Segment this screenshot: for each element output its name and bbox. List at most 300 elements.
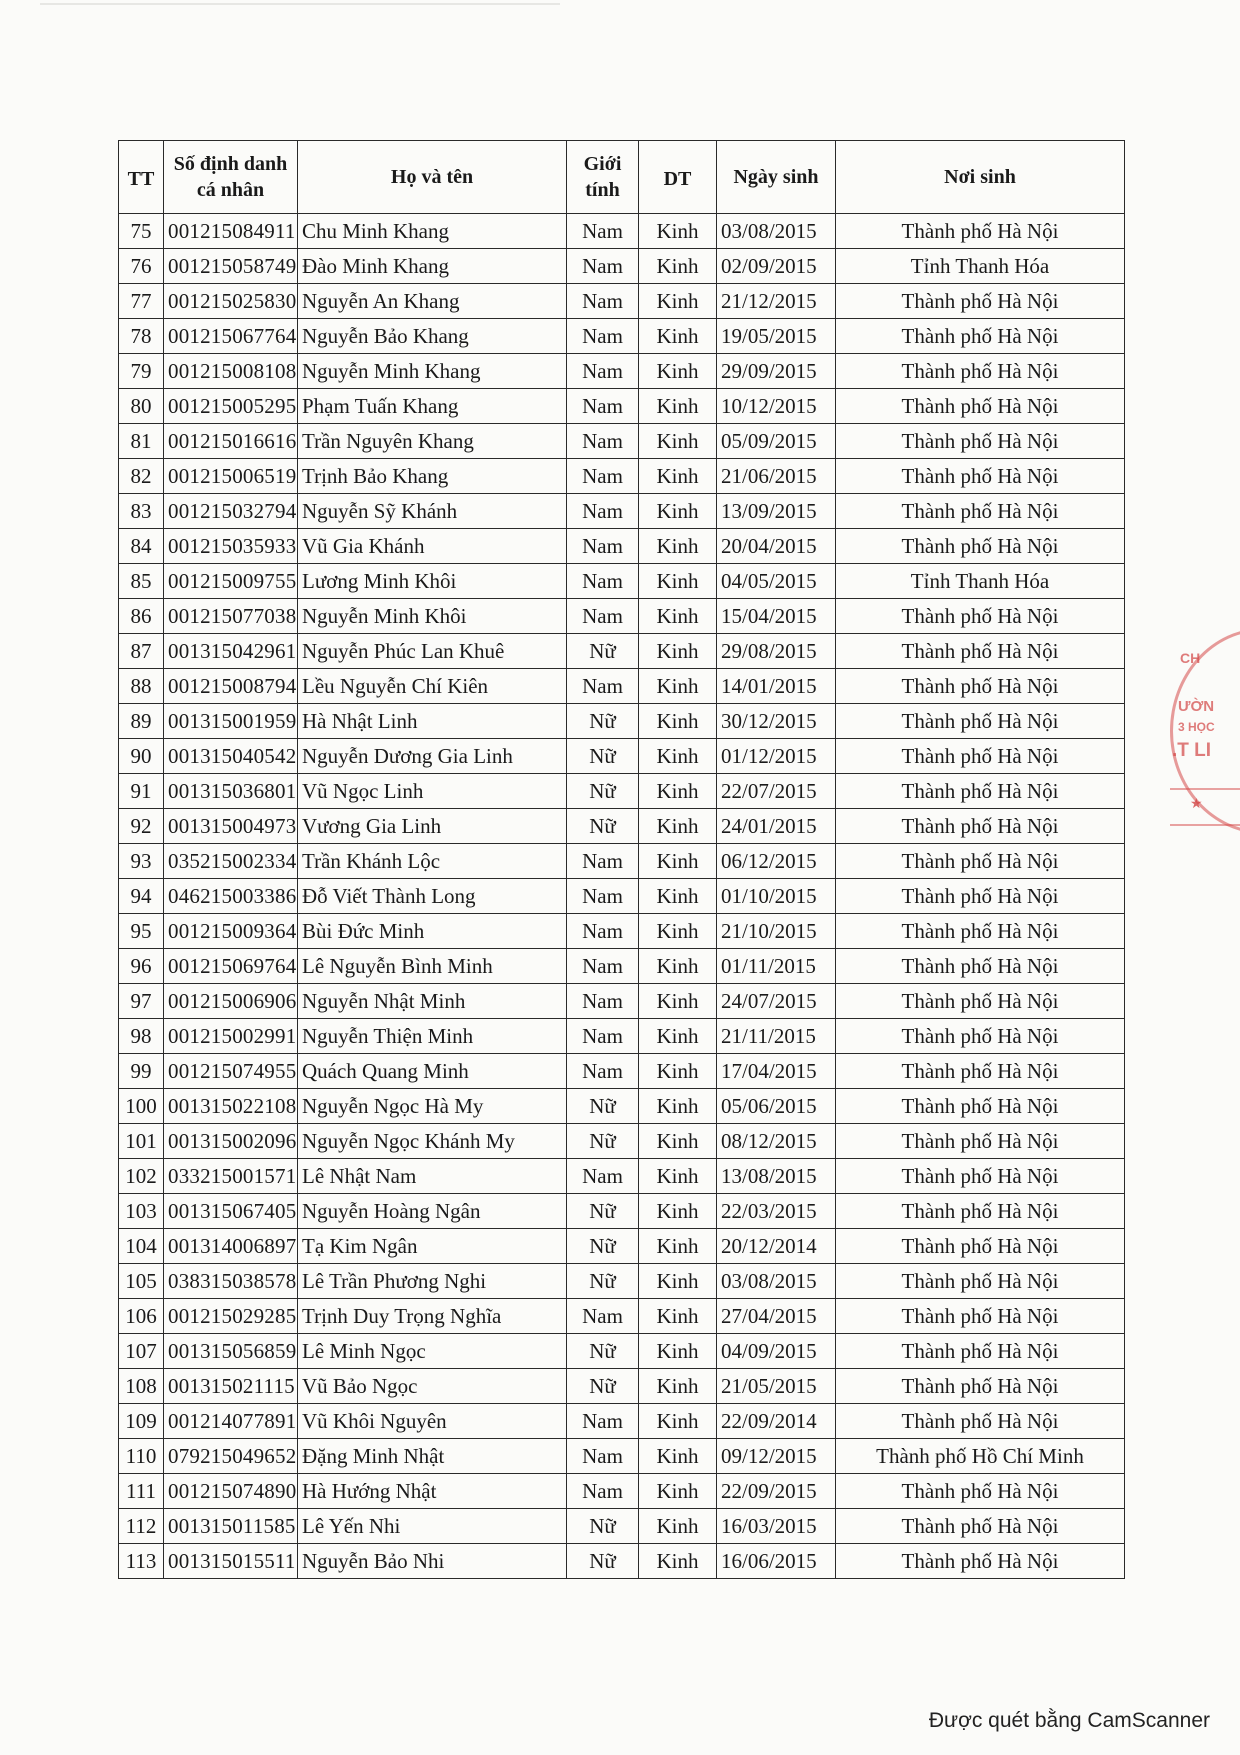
birth-date-cell: 02/09/2015	[717, 249, 836, 284]
row-number-cell: 82	[119, 459, 164, 494]
table-row	[119, 529, 1125, 564]
table-row	[119, 844, 1125, 879]
birth-date-cell: 13/09/2015	[717, 494, 836, 529]
row-number-cell: 77	[119, 284, 164, 319]
full-name-cell: Nguyễn Phúc Lan Khuê	[298, 634, 567, 669]
birth-place-cell: Thành phố Hà Nội	[836, 1054, 1125, 1089]
table-row	[119, 704, 1125, 739]
gender-cell: Nữ	[567, 1229, 639, 1264]
full-name-cell: Nguyễn Bảo Khang	[298, 319, 567, 354]
full-name-cell: Trịnh Bảo Khang	[298, 459, 567, 494]
personal-id-cell: 001215032794	[164, 494, 298, 529]
full-name-cell: Nguyễn Bảo Nhi	[298, 1544, 567, 1579]
birth-place-cell: Thành phố Hà Nội	[836, 1229, 1125, 1264]
full-name-cell: Vũ Bảo Ngọc	[298, 1369, 567, 1404]
personal-id-cell: 001215009755	[164, 564, 298, 599]
row-number-cell: 75	[119, 214, 164, 249]
birth-date-cell: 14/01/2015	[717, 669, 836, 704]
full-name-cell: Phạm Tuấn Khang	[298, 389, 567, 424]
birth-place-cell: Thành phố Hà Nội	[836, 914, 1125, 949]
ethnicity-cell: Kinh	[639, 1404, 717, 1439]
birth-date-cell: 04/09/2015	[717, 1334, 836, 1369]
gender-cell: Nam	[567, 1299, 639, 1334]
table-row	[119, 914, 1125, 949]
birth-place-cell: Tỉnh Thanh Hóa	[836, 249, 1125, 284]
birth-date-cell: 21/05/2015	[717, 1369, 836, 1404]
table-row	[119, 214, 1125, 249]
birth-date-cell: 27/04/2015	[717, 1299, 836, 1334]
full-name-cell: Quách Quang Minh	[298, 1054, 567, 1089]
header-birthdate: Ngày sinh	[717, 141, 836, 214]
birth-date-cell: 09/12/2015	[717, 1439, 836, 1474]
gender-cell: Nam	[567, 914, 639, 949]
table-row	[119, 1299, 1125, 1334]
ethnicity-cell: Kinh	[639, 1509, 717, 1544]
table-row	[119, 1054, 1125, 1089]
full-name-cell: Trần Nguyên Khang	[298, 424, 567, 459]
full-name-cell: Nguyễn Nhật Minh	[298, 984, 567, 1019]
table-header-row	[119, 141, 1125, 214]
full-name-cell: Lê Trần Phương Nghi	[298, 1264, 567, 1299]
row-number-cell: 89	[119, 704, 164, 739]
birth-place-cell: Thành phố Hà Nội	[836, 1159, 1125, 1194]
top-edge-rule	[40, 3, 560, 5]
row-number-cell: 112	[119, 1509, 164, 1544]
full-name-cell: Đặng Minh Nhật	[298, 1439, 567, 1474]
gender-cell: Nam	[567, 1404, 639, 1439]
row-number-cell: 87	[119, 634, 164, 669]
gender-cell: Nam	[567, 599, 639, 634]
gender-cell: Nữ	[567, 809, 639, 844]
ethnicity-cell: Kinh	[639, 1299, 717, 1334]
row-number-cell: 105	[119, 1264, 164, 1299]
seal-text-1: CH	[1180, 650, 1201, 666]
table-row	[119, 599, 1125, 634]
row-number-cell: 104	[119, 1229, 164, 1264]
birth-place-cell: Thành phố Hà Nội	[836, 634, 1125, 669]
ethnicity-cell: Kinh	[639, 494, 717, 529]
ethnicity-cell: Kinh	[639, 774, 717, 809]
personal-id-cell: 001215016616	[164, 424, 298, 459]
personal-id-cell: 001315002096	[164, 1124, 298, 1159]
ethnicity-cell: Kinh	[639, 599, 717, 634]
ethnicity-cell: Kinh	[639, 424, 717, 459]
full-name-cell: Nguyễn Ngọc Khánh My	[298, 1124, 567, 1159]
full-name-cell: Vương Gia Linh	[298, 809, 567, 844]
ethnicity-cell: Kinh	[639, 1264, 717, 1299]
birth-date-cell: 16/06/2015	[717, 1544, 836, 1579]
table-row	[119, 1334, 1125, 1369]
table-row	[119, 284, 1125, 319]
birth-place-cell: Thành phố Hà Nội	[836, 1404, 1125, 1439]
seal-text-2: ƯỜN	[1178, 698, 1215, 715]
full-name-cell: Nguyễn Sỹ Khánh	[298, 494, 567, 529]
row-number-cell: 80	[119, 389, 164, 424]
header-id: Số định danh cá nhân	[164, 141, 298, 214]
personal-id-cell: 001215025830	[164, 284, 298, 319]
full-name-cell: Trịnh Duy Trọng Nghĩa	[298, 1299, 567, 1334]
personal-id-cell: 001314006897	[164, 1229, 298, 1264]
birth-place-cell: Thành phố Hà Nội	[836, 389, 1125, 424]
birth-date-cell: 29/08/2015	[717, 634, 836, 669]
personal-id-cell: 046215003386	[164, 879, 298, 914]
birth-date-cell: 20/04/2015	[717, 529, 836, 564]
full-name-cell: Hà Hướng Nhật	[298, 1474, 567, 1509]
full-name-cell: Đào Minh Khang	[298, 249, 567, 284]
row-number-cell: 98	[119, 1019, 164, 1054]
birth-date-cell: 19/05/2015	[717, 319, 836, 354]
personal-id-cell: 001215067764	[164, 319, 298, 354]
ethnicity-cell: Kinh	[639, 949, 717, 984]
row-number-cell: 79	[119, 354, 164, 389]
ethnicity-cell: Kinh	[639, 1019, 717, 1054]
full-name-cell: Lê Yến Nhi	[298, 1509, 567, 1544]
ethnicity-cell: Kinh	[639, 459, 717, 494]
gender-cell: Nữ	[567, 1264, 639, 1299]
birth-place-cell: Thành phố Hà Nội	[836, 704, 1125, 739]
full-name-cell: Lê Nguyễn Bình Minh	[298, 949, 567, 984]
full-name-cell: Vũ Khôi Nguyên	[298, 1404, 567, 1439]
row-number-cell: 90	[119, 739, 164, 774]
personal-id-cell: 001215008794	[164, 669, 298, 704]
personal-id-cell: 001215009364	[164, 914, 298, 949]
birth-place-cell: Thành phố Hà Nội	[836, 529, 1125, 564]
personal-id-cell: 033215001571	[164, 1159, 298, 1194]
table-row	[119, 494, 1125, 529]
personal-id-cell: 001215077038	[164, 599, 298, 634]
personal-id-cell: 001215002991	[164, 1019, 298, 1054]
ethnicity-cell: Kinh	[639, 1159, 717, 1194]
birth-place-cell: Thành phố Hà Nội	[836, 1124, 1125, 1159]
birth-place-cell: Thành phố Hà Nội	[836, 1334, 1125, 1369]
row-number-cell: 94	[119, 879, 164, 914]
row-number-cell: 85	[119, 564, 164, 599]
personal-id-cell: 001215006519	[164, 459, 298, 494]
gender-cell: Nữ	[567, 634, 639, 669]
gender-cell: Nữ	[567, 739, 639, 774]
birth-date-cell: 04/05/2015	[717, 564, 836, 599]
birth-date-cell: 20/12/2014	[717, 1229, 836, 1264]
birth-date-cell: 22/07/2015	[717, 774, 836, 809]
full-name-cell: Lê Nhật Nam	[298, 1159, 567, 1194]
full-name-cell: Vũ Ngọc Linh	[298, 774, 567, 809]
birth-date-cell: 29/09/2015	[717, 354, 836, 389]
birth-place-cell: Thành phố Hà Nội	[836, 1194, 1125, 1229]
birth-date-cell: 24/01/2015	[717, 809, 836, 844]
ethnicity-cell: Kinh	[639, 914, 717, 949]
gender-cell: Nam	[567, 1474, 639, 1509]
birth-place-cell: Thành phố Hà Nội	[836, 1544, 1125, 1579]
personal-id-cell: 001315067405	[164, 1194, 298, 1229]
table-row	[119, 319, 1125, 354]
ethnicity-cell: Kinh	[639, 1229, 717, 1264]
birth-date-cell: 05/06/2015	[717, 1089, 836, 1124]
row-number-cell: 109	[119, 1404, 164, 1439]
personal-id-cell: 001315056859	[164, 1334, 298, 1369]
gender-cell: Nữ	[567, 774, 639, 809]
birth-date-cell: 22/09/2014	[717, 1404, 836, 1439]
personal-id-cell: 001315001959	[164, 704, 298, 739]
personal-id-cell: 001215074890	[164, 1474, 298, 1509]
row-number-cell: 88	[119, 669, 164, 704]
personal-id-cell: 001315040542	[164, 739, 298, 774]
gender-cell: Nữ	[567, 704, 639, 739]
gender-cell: Nam	[567, 1159, 639, 1194]
birth-date-cell: 15/04/2015	[717, 599, 836, 634]
ethnicity-cell: Kinh	[639, 1194, 717, 1229]
full-name-cell: Lương Minh Khôi	[298, 564, 567, 599]
row-number-cell: 110	[119, 1439, 164, 1474]
gender-cell: Nam	[567, 1019, 639, 1054]
birth-place-cell: Thành phố Hà Nội	[836, 1019, 1125, 1054]
seal-text-3: 3 HỌC	[1178, 720, 1215, 734]
gender-cell: Nam	[567, 1439, 639, 1474]
row-number-cell: 108	[119, 1369, 164, 1404]
full-name-cell: Nguyễn Ngọc Hà My	[298, 1089, 567, 1124]
table-row	[119, 1404, 1125, 1439]
birth-place-cell: Thành phố Hà Nội	[836, 284, 1125, 319]
gender-cell: Nam	[567, 459, 639, 494]
birth-place-cell: Thành phố Hà Nội	[836, 984, 1125, 1019]
header-ethnicity: DT	[639, 141, 717, 214]
gender-cell: Nam	[567, 949, 639, 984]
birth-place-cell: Thành phố Hà Nội	[836, 1089, 1125, 1124]
birth-place-cell: Thành phố Hà Nội	[836, 1299, 1125, 1334]
birth-place-cell: Thành phố Hà Nội	[836, 459, 1125, 494]
row-number-cell: 81	[119, 424, 164, 459]
row-number-cell: 101	[119, 1124, 164, 1159]
table-row	[119, 634, 1125, 669]
birth-place-cell: Thành phố Hồ Chí Minh	[836, 1439, 1125, 1474]
birth-date-cell: 10/12/2015	[717, 389, 836, 424]
gender-cell: Nam	[567, 564, 639, 599]
gender-cell: Nữ	[567, 1509, 639, 1544]
full-name-cell: Nguyễn Hoàng Ngân	[298, 1194, 567, 1229]
gender-cell: Nữ	[567, 1124, 639, 1159]
personal-id-cell: 001215006906	[164, 984, 298, 1019]
gender-cell: Nữ	[567, 1194, 639, 1229]
ethnicity-cell: Kinh	[639, 1474, 717, 1509]
birth-date-cell: 24/07/2015	[717, 984, 836, 1019]
ethnicity-cell: Kinh	[639, 214, 717, 249]
header-gender: Giới tính	[567, 141, 639, 214]
ethnicity-cell: Kinh	[639, 1369, 717, 1404]
ethnicity-cell: Kinh	[639, 249, 717, 284]
birth-place-cell: Thành phố Hà Nội	[836, 1509, 1125, 1544]
gender-cell: Nam	[567, 879, 639, 914]
birth-place-cell: Thành phố Hà Nội	[836, 774, 1125, 809]
personal-id-cell: 001315011585	[164, 1509, 298, 1544]
table-row	[119, 249, 1125, 284]
table-row	[119, 1264, 1125, 1299]
birth-date-cell: 16/03/2015	[717, 1509, 836, 1544]
table-row	[119, 1369, 1125, 1404]
table-row	[119, 564, 1125, 599]
ethnicity-cell: Kinh	[639, 1054, 717, 1089]
red-stamp-seal	[1160, 628, 1240, 838]
personal-id-cell: 001215008108	[164, 354, 298, 389]
row-number-cell: 93	[119, 844, 164, 879]
birth-date-cell: 06/12/2015	[717, 844, 836, 879]
gender-cell: Nữ	[567, 1544, 639, 1579]
birth-date-cell: 03/08/2015	[717, 214, 836, 249]
birth-place-cell: Thành phố Hà Nội	[836, 214, 1125, 249]
row-number-cell: 91	[119, 774, 164, 809]
table-row	[119, 1509, 1125, 1544]
table-row	[119, 1544, 1125, 1579]
row-number-cell: 102	[119, 1159, 164, 1194]
row-number-cell: 100	[119, 1089, 164, 1124]
table-row	[119, 949, 1125, 984]
gender-cell: Nam	[567, 984, 639, 1019]
birth-date-cell: 21/06/2015	[717, 459, 836, 494]
birth-place-cell: Thành phố Hà Nội	[836, 494, 1125, 529]
ethnicity-cell: Kinh	[639, 284, 717, 319]
star-icon: ★	[1190, 797, 1203, 812]
camscanner-watermark: Được quét bằng CamScanner	[928, 1709, 1210, 1732]
ethnicity-cell: Kinh	[639, 1334, 717, 1369]
birth-date-cell: 30/12/2015	[717, 704, 836, 739]
ethnicity-cell: Kinh	[639, 739, 717, 774]
birth-place-cell: Thành phố Hà Nội	[836, 809, 1125, 844]
full-name-cell: Nguyễn Minh Khôi	[298, 599, 567, 634]
table-row	[119, 1194, 1125, 1229]
full-name-cell: Trần Khánh Lộc	[298, 844, 567, 879]
table-row	[119, 1019, 1125, 1054]
birth-date-cell: 08/12/2015	[717, 1124, 836, 1159]
personal-id-cell: 038315038578	[164, 1264, 298, 1299]
personal-id-cell: 001315015511	[164, 1544, 298, 1579]
full-name-cell: Vũ Gia Khánh	[298, 529, 567, 564]
personal-id-cell: 001215069764	[164, 949, 298, 984]
full-name-cell: Nguyễn Dương Gia Linh	[298, 739, 567, 774]
row-number-cell: 78	[119, 319, 164, 354]
table-row	[119, 1439, 1125, 1474]
full-name-cell: Nguyễn An Khang	[298, 284, 567, 319]
personal-id-cell: 001315022108	[164, 1089, 298, 1124]
birth-place-cell: Thành phố Hà Nội	[836, 1264, 1125, 1299]
ethnicity-cell: Kinh	[639, 354, 717, 389]
gender-cell: Nam	[567, 669, 639, 704]
header-name: Họ và tên	[298, 141, 567, 214]
seal-text-4: .T LI	[1172, 740, 1212, 761]
birth-date-cell: 01/11/2015	[717, 949, 836, 984]
gender-cell: Nam	[567, 1054, 639, 1089]
row-number-cell: 97	[119, 984, 164, 1019]
row-number-cell: 107	[119, 1334, 164, 1369]
table-row	[119, 1124, 1125, 1159]
birth-date-cell: 22/03/2015	[717, 1194, 836, 1229]
table-row	[119, 669, 1125, 704]
header-birthplace: Nơi sinh	[836, 141, 1125, 214]
ethnicity-cell: Kinh	[639, 879, 717, 914]
ethnicity-cell: Kinh	[639, 1544, 717, 1579]
ethnicity-cell: Kinh	[639, 564, 717, 599]
table-row	[119, 879, 1125, 914]
full-name-cell: Đỗ Viết Thành Long	[298, 879, 567, 914]
table-row	[119, 1159, 1125, 1194]
table-row	[119, 1089, 1125, 1124]
birth-place-cell: Thành phố Hà Nội	[836, 669, 1125, 704]
ethnicity-cell: Kinh	[639, 529, 717, 564]
full-name-cell: Bùi Đức Minh	[298, 914, 567, 949]
table-row	[119, 809, 1125, 844]
row-number-cell: 84	[119, 529, 164, 564]
birth-date-cell: 21/11/2015	[717, 1019, 836, 1054]
ethnicity-cell: Kinh	[639, 1439, 717, 1474]
ethnicity-cell: Kinh	[639, 389, 717, 424]
birth-place-cell: Thành phố Hà Nội	[836, 949, 1125, 984]
birth-date-cell: 22/09/2015	[717, 1474, 836, 1509]
row-number-cell: 95	[119, 914, 164, 949]
birth-place-cell: Thành phố Hà Nội	[836, 879, 1125, 914]
birth-place-cell: Thành phố Hà Nội	[836, 599, 1125, 634]
table-row	[119, 1474, 1125, 1509]
birth-place-cell: Thành phố Hà Nội	[836, 319, 1125, 354]
full-name-cell: Nguyễn Thiện Minh	[298, 1019, 567, 1054]
birth-date-cell: 21/12/2015	[717, 284, 836, 319]
gender-cell: Nam	[567, 249, 639, 284]
ethnicity-cell: Kinh	[639, 984, 717, 1019]
personal-id-cell: 079215049652	[164, 1439, 298, 1474]
birth-date-cell: 05/09/2015	[717, 424, 836, 459]
personal-id-cell: 001214077891	[164, 1404, 298, 1439]
full-name-cell: Chu Minh Khang	[298, 214, 567, 249]
personal-id-cell: 001215084911	[164, 214, 298, 249]
ethnicity-cell: Kinh	[639, 634, 717, 669]
personal-id-cell: 001315036801	[164, 774, 298, 809]
table-row	[119, 459, 1125, 494]
table-row	[119, 984, 1125, 1019]
ethnicity-cell: Kinh	[639, 669, 717, 704]
birth-place-cell: Thành phố Hà Nội	[836, 424, 1125, 459]
gender-cell: Nam	[567, 529, 639, 564]
personal-id-cell: 035215002334	[164, 844, 298, 879]
personal-id-cell: 001215005295	[164, 389, 298, 424]
personal-id-cell: 001215074955	[164, 1054, 298, 1089]
row-number-cell: 92	[119, 809, 164, 844]
gender-cell: Nam	[567, 424, 639, 459]
gender-cell: Nữ	[567, 1334, 639, 1369]
seal-rule-top	[1170, 788, 1240, 790]
ethnicity-cell: Kinh	[639, 1124, 717, 1159]
birth-date-cell: 17/04/2015	[717, 1054, 836, 1089]
personal-id-cell: 001215058749	[164, 249, 298, 284]
table-body	[119, 214, 1125, 1579]
ethnicity-cell: Kinh	[639, 319, 717, 354]
gender-cell: Nữ	[567, 1369, 639, 1404]
student-roster-table	[118, 140, 1125, 1579]
row-number-cell: 99	[119, 1054, 164, 1089]
ethnicity-cell: Kinh	[639, 809, 717, 844]
table-row	[119, 389, 1125, 424]
birth-place-cell: Thành phố Hà Nội	[836, 739, 1125, 774]
row-number-cell: 96	[119, 949, 164, 984]
ethnicity-cell: Kinh	[639, 1089, 717, 1124]
personal-id-cell: 001315021115	[164, 1369, 298, 1404]
birth-place-cell: Thành phố Hà Nội	[836, 354, 1125, 389]
row-number-cell: 103	[119, 1194, 164, 1229]
gender-cell: Nam	[567, 494, 639, 529]
birth-date-cell: 01/10/2015	[717, 879, 836, 914]
row-number-cell: 111	[119, 1474, 164, 1509]
gender-cell: Nam	[567, 354, 639, 389]
full-name-cell: Tạ Kim Ngân	[298, 1229, 567, 1264]
gender-cell: Nam	[567, 319, 639, 354]
birth-place-cell: Tỉnh Thanh Hóa	[836, 564, 1125, 599]
personal-id-cell: 001315042961	[164, 634, 298, 669]
table-row	[119, 739, 1125, 774]
